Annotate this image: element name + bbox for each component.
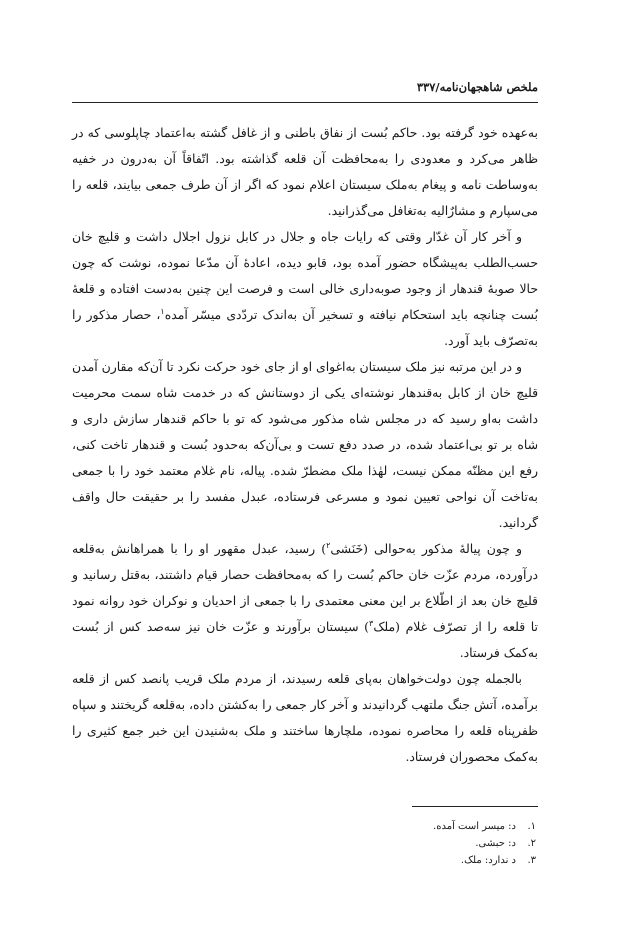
footnote-marker-2: ۲ [326,540,331,550]
running-header: ملخص شاهجهان‌نامه/۳۳۷ [416,80,538,94]
footnote-item [72,835,538,852]
header-rule [72,102,538,103]
paragraph-4 [72,536,538,666]
body-text [72,120,538,770]
paragraph-4-text-end: ) سیستان برآورند و عزّت خان نیز سه‌صد کس از بُست به‌کمک فرستاد. [72,619,538,660]
footnote-item [72,852,538,869]
paragraph-5: بالجمله چون دولت‌خواهان به‌پای قلعه رسیدند، از مردم ملک قریب پانصد کس از قلعه برآمده، آتش جنگ ملتهب گردانیدند و آخر کار جمعی را به‌کشتن داده، به‌قلعه گریختند و سپاه ظفرپناه قلعه را محاصره نموده، ملچارها ساختند و ملک به‌شنیدن این خبر جمع کثیری را به‌کمک محصوران فرستاد. [72,671,538,764]
paragraph-3: و در این مرتبه نیز ملک سیستان به‌اغوای او از جای خود حرکت نکرد تا آن‌که مقارن آمدن قلیچ خان از کابل به‌قندهار نوشته‌ای یکی از دوستانش که در خدمت شاه سمت محرمیت داشت به‌او رسید که در مجلس شاه مذکور می‌شود که تو با حاکم قندهار سازش داری و شاه بر تو بی‌اعتماد شده، در صدد دفع تست و بی‌آن‌که به‌حدود بُست و قندهار تاخت کنی، رفع این مظنّه ممکن نیست، لهٰذا ملک مضطرّ شده. پیاله، نام غلام معتمد خود را با جمعی به‌تاخت آن نواحی تعیین نمود و مسرعی فرستاده، عبدل مفسد را بر حقیقت حال واقف گردانید. [72,359,538,530]
paragraph-4-text: و چون پیالهٔ مذکور به‌حوالی (خَنَشی [330,541,523,556]
footnote-number: ۱. [527,821,536,832]
paragraph-2-text-end: ، حصار مذکور را به‌تصرّف باید آورد. [72,307,538,348]
footnote-number: ۳. [527,855,536,866]
footnote-text: د: حبشی. [475,838,516,849]
footnote-text: د: میسر است آمده. [433,821,516,832]
footnotes-list [72,818,538,869]
footnote-text: د ندارد: ملک. [460,855,516,866]
paragraph-1: به‌عهده خود گرفته بود. حاکم بُست از نفاق باطنی و از غافل گشته به‌اعتماد چاپلوسی که در ظاهر می‌کرد و معدودی را به‌محافظت آن قلعه گذاشته بود. اتّفاقاً آن به‌درون در خفیه به‌وساطت نامه و پیغام به‌ملک سیستان اعلام نمود که اگر از آن طرف جمعی بیایند، قلعه را می‌سپارم و مشارٌالیه به‌تغافل می‌گذرانید. [72,125,538,218]
paragraph-4-text-mid: ) رسید، عبدل مقهور او را با همراهانش به‌قلعه درآورده، مردم عزّت خان حاکم بُست را که به‌محافظت حصار قیام داشتند، به‌قتل رسانید و قلیچ خان بعد از اطّلاع بر این معنی معتمدی را با جمعی از احدیان و نوکران خود روانه نمود تا قلعه را از تصرّف غلام (ملک [72,541,538,634]
footnote-rule [412,806,538,807]
footnote-marker-3: ۳ [369,618,374,628]
document-page [72,0,538,946]
paragraph-2-text: و آخر کار آن غدّار وقتی که رایات جاه و جلال در کابل نزول اجلال داشت و قلیچ خان حسب‌الطلب به‌پیشگاه حضور آمده بود، قابو دیده، اعادهٔ آن مدّعا نموده، نوشت که چون حالا صوبهٔ قندهار از وجود صوبه‌داری خالی است و فرصت این چنین به‌دست افتاده و قلعهٔ بُست چنانچه باید استحکام نیافته و تسخیر آن به‌اندک تردّدی میسّر آمده [72,229,538,322]
paragraph-2 [72,224,538,354]
footnote-marker-1: ۱ [160,306,165,316]
footnote-item [72,818,538,835]
footnote-number: ۲. [527,838,536,849]
